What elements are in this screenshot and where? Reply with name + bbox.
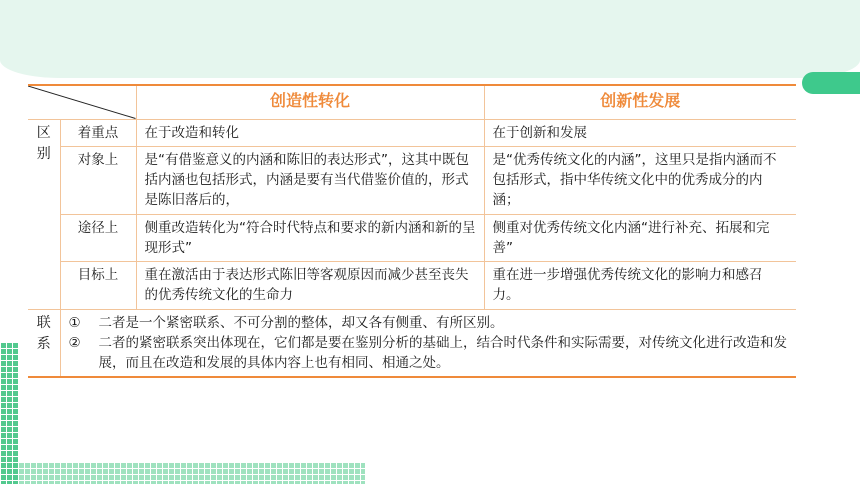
list-item — [69, 313, 789, 333]
row-label: 着重点 — [60, 119, 136, 146]
header-row — [28, 85, 796, 119]
connection-content — [60, 309, 796, 377]
row-label: 途径上 — [60, 214, 136, 262]
header-creative-transformation: 创造性转化 — [136, 85, 484, 119]
cell-transformation: 重在激活由于表达形式陈旧等客观原因而减少甚至丧失的优秀传统文化的生命力 — [136, 262, 484, 310]
header-innovative-development: 创新性发展 — [484, 85, 796, 119]
side-label-connection — [28, 309, 60, 377]
row-label: 对象上 — [60, 146, 136, 214]
cell-development: 是“优秀传统文化的内涵”，这里只是指内涵而不包括形式，指中华传统文化中的优秀成分的内涵； — [484, 146, 796, 214]
side-label-difference-text: 区 别 — [36, 124, 51, 162]
connection-row — [28, 309, 796, 377]
cell-development: 侧重对优秀传统文化内涵“进行补充、拓展和完善” — [484, 214, 796, 262]
side-label-difference — [28, 119, 60, 309]
comparison-table — [28, 84, 796, 378]
list-text: 二者是一个紧密联系、不可分割的整体，却又各有侧重、有所区别。 — [98, 314, 504, 331]
table-row — [28, 262, 796, 310]
side-label-connection-text: 联 系 — [36, 314, 51, 352]
grid-decoration-bottom — [18, 462, 365, 484]
diagonal-corner-cell — [28, 85, 136, 119]
list-text: 二者的紧密联系突出体现在，它们都是要在鉴别分析的基础上，结合时代条件和实际需要，对传统文化进行改造和发展，而且在改造和发展的具体内容上也有相同、相通之处。 — [98, 334, 787, 371]
cell-transformation: 在于改造和转化 — [136, 119, 484, 146]
row-label: 目标上 — [60, 262, 136, 310]
cell-development: 重在进一步增强优秀传统文化的影响力和感召力。 — [484, 262, 796, 310]
cell-development: 在于创新和发展 — [484, 119, 796, 146]
list-item — [69, 333, 789, 374]
table-row — [28, 146, 796, 214]
green-pill-decoration — [802, 72, 860, 94]
diagonal-line — [28, 86, 136, 119]
cell-transformation: 是“有借鉴意义的内涵和陈旧的表达形式”，这其中既包括内涵也包括形式，内涵是要有当代借鉴价值的，形式是陈旧落后的， — [136, 146, 484, 214]
top-decorative-band — [0, 0, 860, 78]
grid-decoration-left — [0, 342, 18, 484]
list-number: ① — [68, 314, 81, 331]
cell-transformation: 侧重改造转化为“符合时代特点和要求的新内涵和新的呈现形式” — [136, 214, 484, 262]
table-row — [28, 214, 796, 262]
list-number: ② — [68, 334, 81, 351]
table-row — [28, 119, 796, 146]
